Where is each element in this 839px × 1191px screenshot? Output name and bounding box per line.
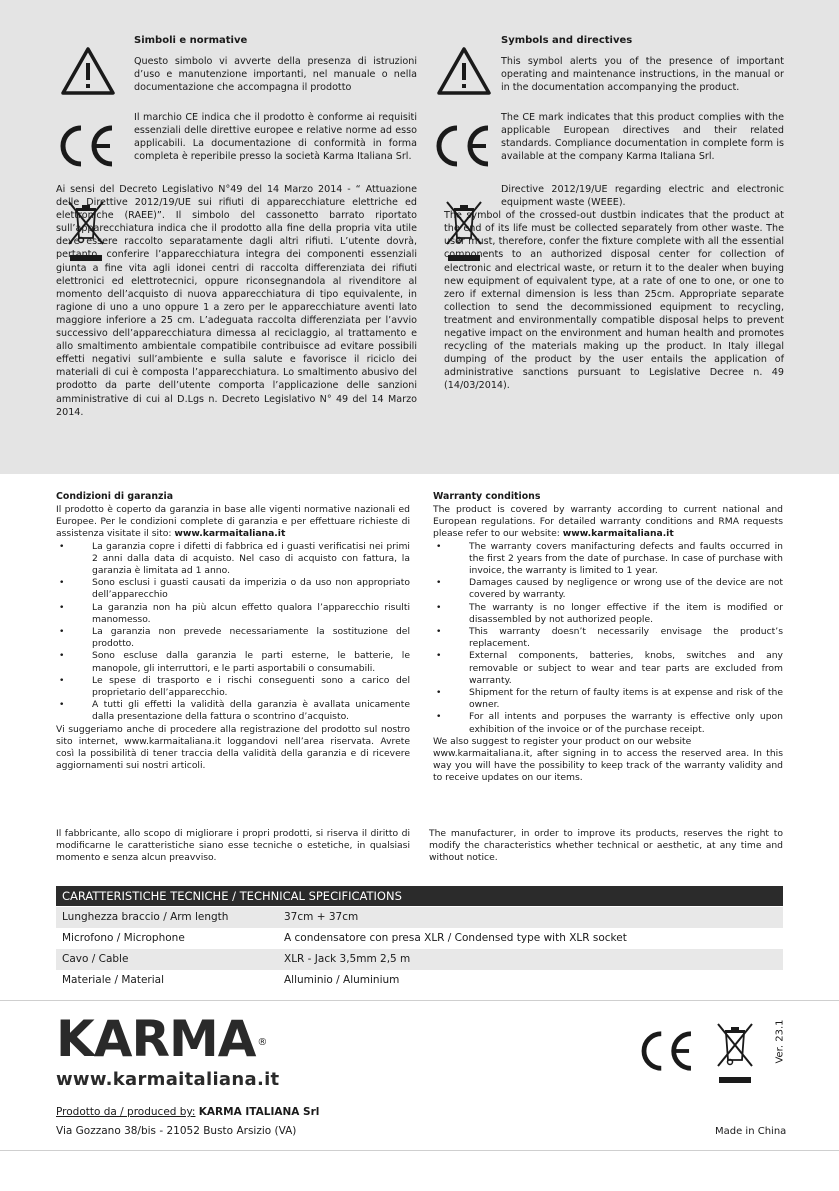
produced-by-label: Prodotto da / produced by: <box>56 1106 196 1118</box>
weee-bin-icon <box>713 1020 757 1086</box>
list-item: • For all intents and porpuses the warranty is effective only upon exhibition of the invoice or of the purchase receipt. <box>436 711 783 735</box>
symbols-title-en: Symbols and directives <box>501 35 633 46</box>
warning-text-en: This symbol alerts you of the presence of important operating and maintenance instructions, in the manual or in the documentation accompanying the product. <box>501 56 784 94</box>
spec-label: Lunghezza braccio / Arm length <box>62 911 229 923</box>
warranty-intro-it: Il prodotto è coperto da garanzia in base alle vigenti normative nazionali ed Europee. Per le condizioni complete di garanzia e per effettuare richieste di assistenza visitate il sito: <box>56 504 410 540</box>
warranty-site-link-en[interactable]: www.karmaitaliana.it <box>562 528 674 540</box>
ce-text-it: Il marchio CE indica che il prodotto è conforme ai requisiti essenziali delle direttive europee e relative norme ad esso applicabili. La documentazione di conformità in forma completa è reperibile presso la società Karma Italiana Srl. <box>134 112 417 163</box>
list-item: • Sono esclusi i guasti causati da imperizia o da uso non appropriato dell’apparecchio <box>59 577 410 601</box>
list-item: • Damages caused by negligence or wrong use of the device are not covered by warranty. <box>436 577 783 601</box>
warranty-outro1-en: We also suggest to register your product on our website <box>433 735 692 747</box>
spec-value: Alluminio / Aluminium <box>284 974 400 986</box>
warranty-intro-en: The product is covered by warranty according to current national and European regulations. For detailed warranty conditions and RMA requests please refer to our website: <box>433 504 783 540</box>
list-item: • External components, batteries, knobs, switches and any removable or subject to wear and tear parts are excluded from warranty. <box>436 650 783 686</box>
footer-url[interactable]: www.karmaitaliana.it <box>56 1069 280 1090</box>
warranty-list-en <box>433 541 783 736</box>
karma-logo: KARMA ® <box>56 1010 267 1068</box>
warranty-site-link-it[interactable]: www.karmaitaliana.it <box>174 528 286 540</box>
list-item: • The warranty covers manifacturing defects and faults occurred in the first 2 years from the date of purchase. In case of purchase with invoice, the warranty is limited to 1 year. <box>436 540 783 577</box>
spec-label: Cavo / Cable <box>62 953 129 965</box>
warranty-outro-it: Vi suggeriamo anche di procedere alla registrazione del prodotto sul nostro sito internet, www.karmaitaliana.it loggandovi nell’area riservata. Avrete così la possibilità di tener traccia della validità della garanzia e di ricevere aggiornamenti sui nostri articoli. <box>56 723 410 772</box>
specs-title: CARATTERISTICHE TECNICHE / TECHNICAL SPECIFICATIONS <box>56 886 783 906</box>
weee-paragraph-it: Ai sensi del Decreto Legislativo N°49 del 14 Marzo 2014 - “ Attuazione delle Direttive 2012/19/UE sui rifiuti di apparecchiature elettriche ed elettroniche (RAEE)”. Il simbolo del cassonetto barrato riportato sull’apparecchiatura indica che il prodotto alla fine della propria vita utile deve essere raccolto separatamente dagli altri rifiuti. L’utente dovrà, pertanto, conferire l’apparecchiatura integra dei componenti essenziali giunta a fine vita agli idonei centri di raccolta differenziata dei rifiuti elettronici ed elettrotecnici, oppure riconsegnandola al rivenditore al momento dell’acquisto di nuova apparecchiatura di tipo equivalente, in ragione di uno a uno oppure 1 a zero per le apparecchiature aventi lato maggiore inferiore a 25 cm. L’adeguata raccolta differenziata per l’avvio successivo dell’apparecchiatura dimessa al reciclaggio, al trattamento e allo smaltimento ambientale compatibile contribuisce ad evitare possibili effetti negativi sull’ambiente e sulla salute e favorisce il riciclo dei materiali di cui è composta l’apparecchiatura. Lo smaltimento abusivo del prodotto da parte dell’utente comporta l’applicazione delle sanzioni amministrative di cui al D.Lgs n. Decreto Legislativo N° 49 del 14 Marzo 2014. <box>56 184 417 418</box>
ce-mark-icon <box>56 122 118 170</box>
divider <box>0 1000 839 1001</box>
version-label: Ver. 23.1 <box>774 1019 786 1064</box>
spec-value: A condensatore con presa XLR / Condensed type with XLR socket <box>284 932 627 944</box>
ce-text-en: The CE mark indicates that this product complies with the applicable European directives and their related standards. Compliance documentation in complete form is available at the company Karma Italiana Srl. <box>501 112 784 163</box>
warranty-list-it <box>56 541 410 724</box>
warning-icon <box>436 46 492 96</box>
manufacturer-note-it: Il fabbricante, allo scopo di migliorare i propri prodotti, si riserva il diritto di modificarne le caratteristiche siano esse tecniche o estetiche, in qualsiasi momento e senza alcun preavviso. <box>56 828 410 864</box>
warranty-text-it <box>56 504 410 772</box>
warranty-title-it: Condizioni di garanzia <box>56 491 174 502</box>
spec-value: XLR - Jack 3,5mm 2,5 m <box>284 953 411 965</box>
list-item: • Sono escluse dalla garanzia le parti esterne, le batterie, le manopole, gli interruttori, e le parti asportabili o consumabili. <box>59 650 410 674</box>
spec-value: 37cm + 37cm <box>284 911 359 923</box>
list-item: • La garanzia non prevede necessariamente la sostituzione del prodotto. <box>59 626 410 650</box>
producer-address: Via Gozzano 38/bis - 21052 Busto Arsizio (VA) <box>56 1125 297 1137</box>
list-item: • This warranty doesn’t necessarily envisage the product’s replacement. <box>436 626 783 650</box>
warranty-outro2-en: www.karmaitaliana.it, after signing in to access the reserved area. In this way you will have the possibility to keep track of the warranty validity and to receive updates on our items. <box>433 748 783 784</box>
symbols-title-it: Simboli e normative <box>134 35 248 46</box>
weee-text-it <box>56 183 417 419</box>
ce-mark-icon <box>636 1028 698 1074</box>
warranty-title-en: Warranty conditions <box>433 491 541 502</box>
spec-label: Microfono / Microphone <box>62 932 185 944</box>
manufacturer-note-en: The manufacturer, in order to improve its products, reserves the right to modify the characteristics whether technical or aesthetic, at any time and without notice. <box>429 828 783 864</box>
list-item: • Le spese di trasporto e i rischi conseguenti sono a carico del proprietario dell’apparecchio. <box>59 674 410 699</box>
weee-text-en <box>444 183 784 393</box>
ce-mark-icon <box>432 122 494 170</box>
spec-label: Materiale / Material <box>62 974 164 986</box>
producer-line <box>56 1106 319 1118</box>
list-item: • The warranty is no longer effective if the item is modified or disassembled by not authorized people. <box>436 601 783 625</box>
divider <box>0 1150 839 1151</box>
producer-company: KARMA ITALIANA Srl <box>198 1106 320 1118</box>
list-item: • La garanzia copre i difetti di fabbrica ed i guasti verificatisi nei primi 2 anni dalla data di acquisto. Nel caso di acquisto con fattura, la garanzia è limitata ad 1 anno. <box>59 540 410 577</box>
list-item: • Shipment for the return of faulty items is at expense and risk of the owner. <box>436 687 783 711</box>
table-row <box>56 970 783 991</box>
warranty-text-en <box>433 504 783 785</box>
table-row <box>56 928 783 949</box>
table-row <box>56 949 783 970</box>
warning-icon <box>60 46 116 96</box>
list-item: • La garanzia non ha più alcun effetto qualora l’apparecchio risulti manomesso. <box>59 601 410 625</box>
weee-paragraph-en: The symbol of the crossed-out dustbin indicates that the product at the end of its life must be collected separately from other waste. The user must, therefore, confer the fixture complete with all the essential components to an authorized disposal center for collection of electronic and electrical waste, or return it to the dealer when buying new equipment of equivalent type, at a rate of one to one, or one to zero if external dimension is less than 25cm. Appropriate separate collection to send the decommissioned equipment to recycling, treatment and environmentally compatible disposal helps to prevent negative impact on the environment and human health and promotes recycling of the materials making up the product. In Italy illegal dumping of the product by the user entails the application of administrative sanctions pursuant to Legislative Decree n. 49 (14/03/2014). <box>444 210 784 392</box>
table-row <box>56 907 783 928</box>
warning-text-it: Questo simbolo vi avverte della presenza di istruzioni d’uso e manutenzione importanti, nel manuale o nella documentazione che accompagna il prodotto <box>134 56 417 94</box>
weee-title-en: Directive 2012/19/UE regarding electric and electronic equipment waste (WEEE). <box>501 184 784 209</box>
made-in-label: Made in China <box>715 1126 787 1137</box>
registered-mark: ® <box>257 1037 267 1048</box>
list-item: • A tutti gli effetti la validità della garanzia è avallata unicamente dalla presentazione della fattura o scontrino d’acquisto. <box>59 699 410 723</box>
